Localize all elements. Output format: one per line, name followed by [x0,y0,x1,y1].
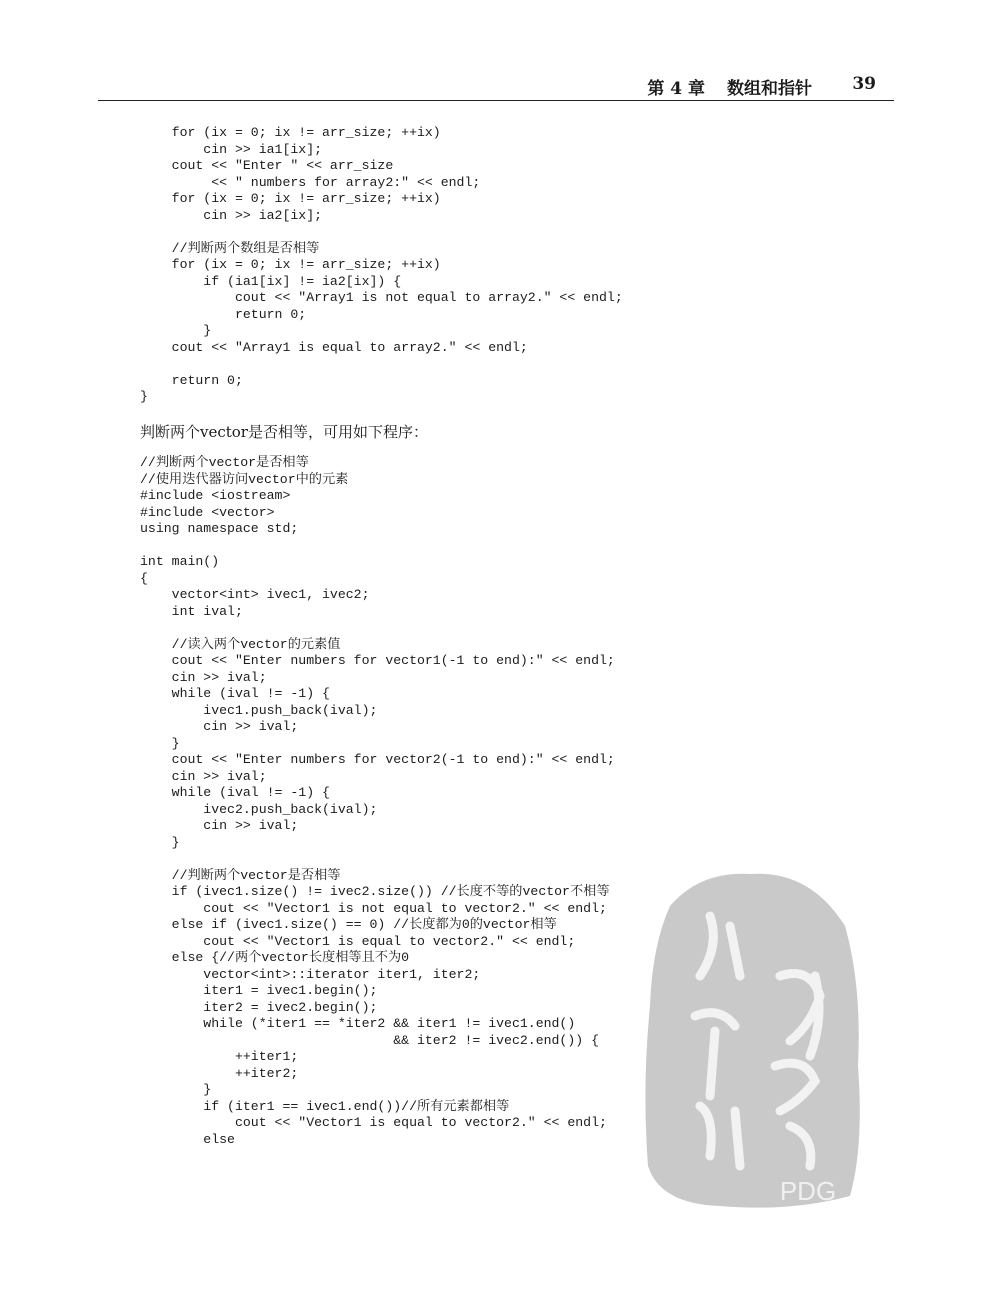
body-paragraph: 判断两个vector是否相等，可用如下程序： [140,423,428,441]
chapter-title: 数组和指针 [727,79,812,99]
chapter-number: 第 4 章 [647,79,705,99]
watermark-label: PDG [779,1176,837,1206]
code-block-vector-compare: //判断两个vector是否相等 //使用迭代器访问vector中的元素 #include <iostream> #include <vector> using namespace std; int main() { vector<int> ivec1, ivec2; int ival; //读入两个vector的元素值 cout << "Enter numbers for vector1(-1 to end):" << endl; cin >> ival; while (ival != -1) { ivec1.push_back(ival); cin >> ival; } cout << "Enter numbers for vector2(-1 to end):" << endl; cin >> ival; while (ival != -1) { ivec2.push_back(ival); cin >> ival; } //判断两个vector是否相等 if (ivec1.size() != ivec2.size()) //长度不等的vector不相等 cout << "Vector1 is not equal to vector2." << endl; else if (ivec1.size() == 0) //长度都为0的vector相等 cout << "Vector1 is equal to vector2." << endl; else {//两个vector长度相等且不为0 vector<int>::iterator iter1, iter2; iter1 = ivec1.begin(); iter2 = ivec2.begin(); while (*iter1 == *iter2 && iter1 != ivec1.end() && iter2 != ivec2.end()) { ++iter1; ++iter2; } if (iter1 == ivec1.end())//所有元素都相等 cout << "Vector1 is equal to vector2." << endl; else [140,455,615,1147]
page-number: 39 [852,74,876,94]
chapter-heading [647,74,812,99]
page-header [98,74,894,101]
watermark-stamp [640,866,864,1212]
code-block-array-compare: for (ix = 0; ix != arr_size; ++ix) cin >> ia1[ix]; cout << "Enter " << arr_size << " numbers for array2:" << endl; for (ix = 0; ix != arr_size; ++ix) cin >> ia2[ix]; //判断两个数组是否相等 for (ix = 0; ix != arr_size; ++ix) if (ia1[ix] != ia2[ix]) { cout << "Array1 is not equal to array2." << endl; return 0; } cout << "Array1 is equal to array2." << endl; return 0; } [140,125,623,404]
watermark-seal-graphic [640,866,864,1212]
